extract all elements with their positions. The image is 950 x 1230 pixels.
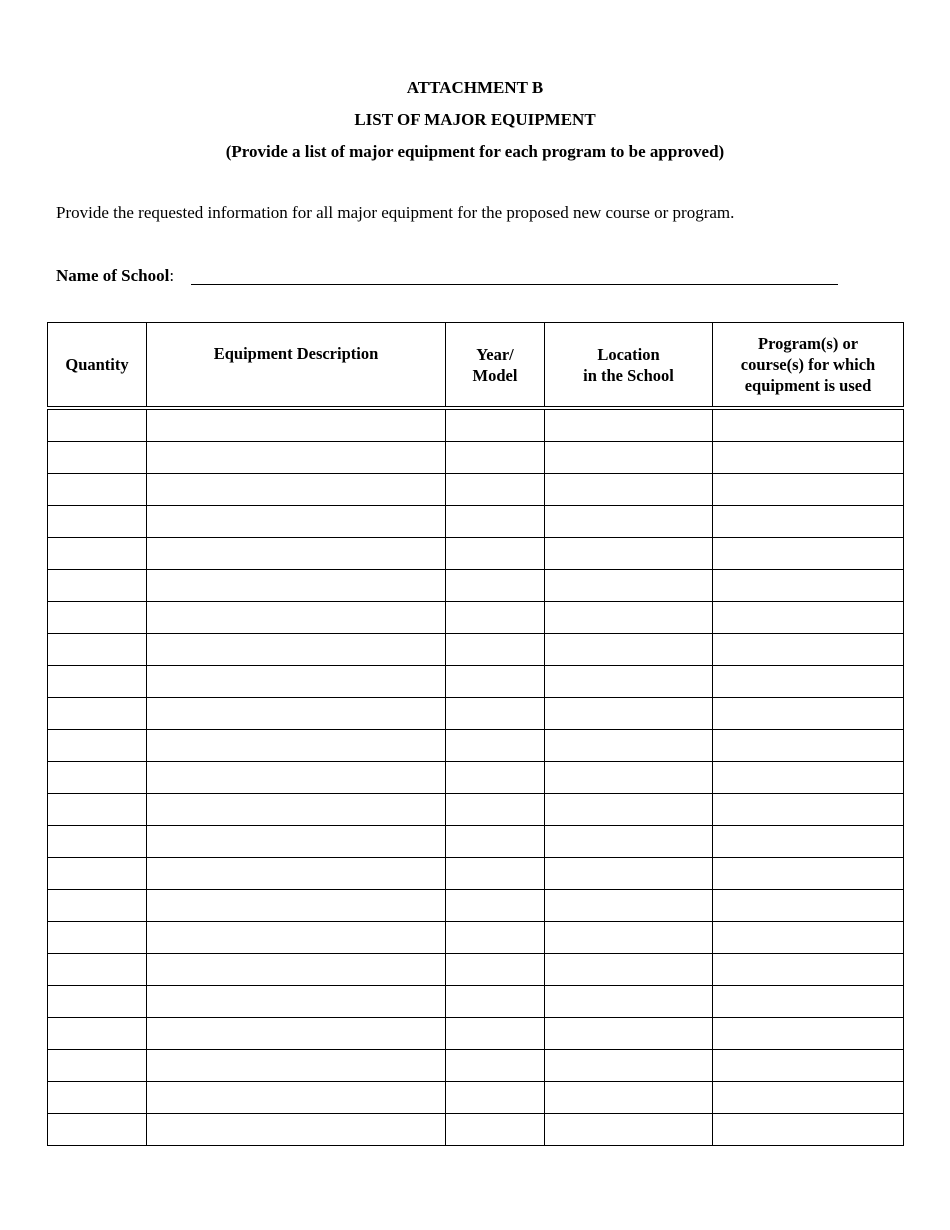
quantity-cell[interactable]: [48, 794, 147, 826]
description-cell[interactable]: [147, 1018, 446, 1050]
quantity-cell[interactable]: [48, 506, 147, 538]
table-row: [48, 1050, 904, 1082]
year-model-cell[interactable]: [446, 538, 545, 570]
year-model-cell[interactable]: [446, 858, 545, 890]
location-cell[interactable]: [545, 1018, 713, 1050]
quantity-cell[interactable]: [48, 634, 147, 666]
quantity-cell[interactable]: [48, 730, 147, 762]
program-cell[interactable]: [713, 762, 904, 794]
quantity-cell[interactable]: [48, 1050, 147, 1082]
quantity-cell[interactable]: [48, 1018, 147, 1050]
program-cell[interactable]: [713, 890, 904, 922]
description-cell[interactable]: [147, 538, 446, 570]
location-cell[interactable]: [545, 730, 713, 762]
table-row: [48, 698, 904, 730]
program-cell[interactable]: [713, 826, 904, 858]
location-cell[interactable]: [545, 698, 713, 730]
table-row: [48, 890, 904, 922]
program-cell[interactable]: [713, 538, 904, 570]
table-header-row: [48, 323, 904, 409]
table-row: [48, 474, 904, 506]
description-cell[interactable]: [147, 634, 446, 666]
table-row: [48, 1082, 904, 1114]
year-model-cell[interactable]: [446, 602, 545, 634]
location-cell[interactable]: [545, 538, 713, 570]
location-cell[interactable]: [545, 634, 713, 666]
description-cell[interactable]: [147, 858, 446, 890]
location-cell[interactable]: [545, 986, 713, 1018]
program-cell[interactable]: [713, 922, 904, 954]
description-cell[interactable]: [147, 730, 446, 762]
location-cell[interactable]: [545, 1114, 713, 1146]
quantity-cell[interactable]: [48, 1114, 147, 1146]
equipment-table-body: [48, 408, 904, 1146]
description-cell[interactable]: [147, 506, 446, 538]
attachment-label: ATTACHMENT B: [406, 78, 544, 97]
location-cell[interactable]: [545, 506, 713, 538]
description-cell[interactable]: [147, 986, 446, 1018]
description-cell[interactable]: [147, 1114, 446, 1146]
location-cell[interactable]: [545, 1050, 713, 1082]
location-cell[interactable]: [545, 1082, 713, 1114]
program-cell[interactable]: [713, 408, 904, 442]
quantity-cell[interactable]: [48, 762, 147, 794]
program-cell[interactable]: [713, 570, 904, 602]
description-cell[interactable]: [147, 762, 446, 794]
table-row: [48, 538, 904, 570]
quantity-cell[interactable]: [48, 570, 147, 602]
table-row: [48, 634, 904, 666]
location-cell[interactable]: [545, 762, 713, 794]
description-cell[interactable]: [147, 602, 446, 634]
program-cell[interactable]: [713, 666, 904, 698]
equipment-table: [47, 322, 904, 1146]
year-model-cell[interactable]: [446, 408, 545, 442]
quantity-cell[interactable]: [48, 890, 147, 922]
location-cell[interactable]: [545, 954, 713, 986]
quantity-cell[interactable]: [48, 538, 147, 570]
table-row: [48, 794, 904, 826]
program-cell[interactable]: [713, 730, 904, 762]
table-row: [48, 602, 904, 634]
location-cell[interactable]: [545, 794, 713, 826]
table-row: [48, 1114, 904, 1146]
program-cell[interactable]: [713, 1082, 904, 1114]
school-name-row: [56, 266, 174, 286]
quantity-cell[interactable]: [48, 826, 147, 858]
year-model-cell[interactable]: [446, 1114, 545, 1146]
table-row: [48, 986, 904, 1018]
quantity-cell[interactable]: [48, 986, 147, 1018]
school-name-colon: :: [169, 266, 175, 285]
equipment-description-column-header: Equipment Description: [147, 323, 446, 409]
description-cell[interactable]: [147, 442, 446, 474]
program-cell[interactable]: [713, 986, 904, 1018]
year-model-cell[interactable]: [446, 730, 545, 762]
quantity-cell[interactable]: [48, 954, 147, 986]
program-cell[interactable]: [713, 602, 904, 634]
description-cell[interactable]: [147, 826, 446, 858]
table-row: [48, 730, 904, 762]
description-cell[interactable]: [147, 794, 446, 826]
table-row: [48, 954, 904, 986]
year-model-cell[interactable]: [446, 826, 545, 858]
year-model-cell[interactable]: [446, 762, 545, 794]
instructions-text: Provide the requested information for all major equipment for the proposed new course or program.: [56, 203, 735, 222]
location-cell[interactable]: [545, 922, 713, 954]
description-cell[interactable]: [147, 474, 446, 506]
description-cell[interactable]: [147, 1082, 446, 1114]
table-row: [48, 1018, 904, 1050]
quantity-cell[interactable]: [48, 442, 147, 474]
location-column-header: Location in the School: [545, 323, 713, 409]
year-model-cell[interactable]: [446, 666, 545, 698]
year-model-cell[interactable]: [446, 1082, 545, 1114]
description-cell[interactable]: [147, 570, 446, 602]
location-cell[interactable]: [545, 602, 713, 634]
table-row: [48, 762, 904, 794]
quantity-cell[interactable]: [48, 698, 147, 730]
description-cell[interactable]: [147, 1050, 446, 1082]
year-model-cell[interactable]: [446, 922, 545, 954]
year-model-cell[interactable]: [446, 986, 545, 1018]
year-model-cell[interactable]: [446, 1018, 545, 1050]
description-cell[interactable]: [147, 666, 446, 698]
program-cell[interactable]: [713, 794, 904, 826]
program-cell[interactable]: [713, 1114, 904, 1146]
description-cell[interactable]: [147, 698, 446, 730]
year-model-cell[interactable]: [446, 570, 545, 602]
year-model-cell[interactable]: [446, 474, 545, 506]
program-cell[interactable]: [713, 442, 904, 474]
quantity-cell[interactable]: [48, 922, 147, 954]
location-cell[interactable]: [545, 858, 713, 890]
quantity-cell[interactable]: [48, 858, 147, 890]
table-row: [48, 442, 904, 474]
page-title: LIST OF MAJOR EQUIPMENT: [354, 110, 596, 129]
programs-column-header: Program(s) or course(s) for which equipment is used: [713, 323, 904, 409]
table-row: [48, 666, 904, 698]
page-subtitle: (Provide a list of major equipment for each program to be approved): [225, 142, 725, 161]
location-cell[interactable]: [545, 826, 713, 858]
year-model-cell[interactable]: [446, 954, 545, 986]
year-model-cell[interactable]: [446, 890, 545, 922]
year-model-cell[interactable]: [446, 634, 545, 666]
location-cell[interactable]: [545, 442, 713, 474]
school-name-field[interactable]: [191, 284, 838, 285]
location-cell[interactable]: [545, 666, 713, 698]
year-model-cell[interactable]: [446, 794, 545, 826]
program-cell[interactable]: [713, 1050, 904, 1082]
table-row: [48, 858, 904, 890]
description-cell[interactable]: [147, 922, 446, 954]
quantity-cell[interactable]: [48, 602, 147, 634]
table-row: [48, 826, 904, 858]
location-cell[interactable]: [545, 890, 713, 922]
location-cell[interactable]: [545, 408, 713, 442]
quantity-cell[interactable]: [48, 666, 147, 698]
school-name-label: Name of School: [56, 266, 170, 285]
quantity-cell[interactable]: [48, 474, 147, 506]
program-cell[interactable]: [713, 858, 904, 890]
year-model-column-header: Year/ Model: [446, 323, 545, 409]
quantity-cell[interactable]: [48, 1082, 147, 1114]
table-row: [48, 922, 904, 954]
program-cell[interactable]: [713, 954, 904, 986]
description-cell[interactable]: [147, 890, 446, 922]
program-cell[interactable]: [713, 474, 904, 506]
location-cell[interactable]: [545, 570, 713, 602]
description-cell[interactable]: [147, 408, 446, 442]
year-model-cell[interactable]: [446, 698, 545, 730]
quantity-cell[interactable]: [48, 408, 147, 442]
description-cell[interactable]: [147, 954, 446, 986]
table-row: [48, 408, 904, 442]
program-cell[interactable]: [713, 698, 904, 730]
quantity-column-header: Quantity: [48, 323, 147, 409]
program-cell[interactable]: [713, 1018, 904, 1050]
table-row: [48, 506, 904, 538]
program-cell[interactable]: [713, 506, 904, 538]
year-model-cell[interactable]: [446, 506, 545, 538]
location-cell[interactable]: [545, 474, 713, 506]
year-model-cell[interactable]: [446, 1050, 545, 1082]
table-row: [48, 570, 904, 602]
year-model-cell[interactable]: [446, 442, 545, 474]
program-cell[interactable]: [713, 634, 904, 666]
